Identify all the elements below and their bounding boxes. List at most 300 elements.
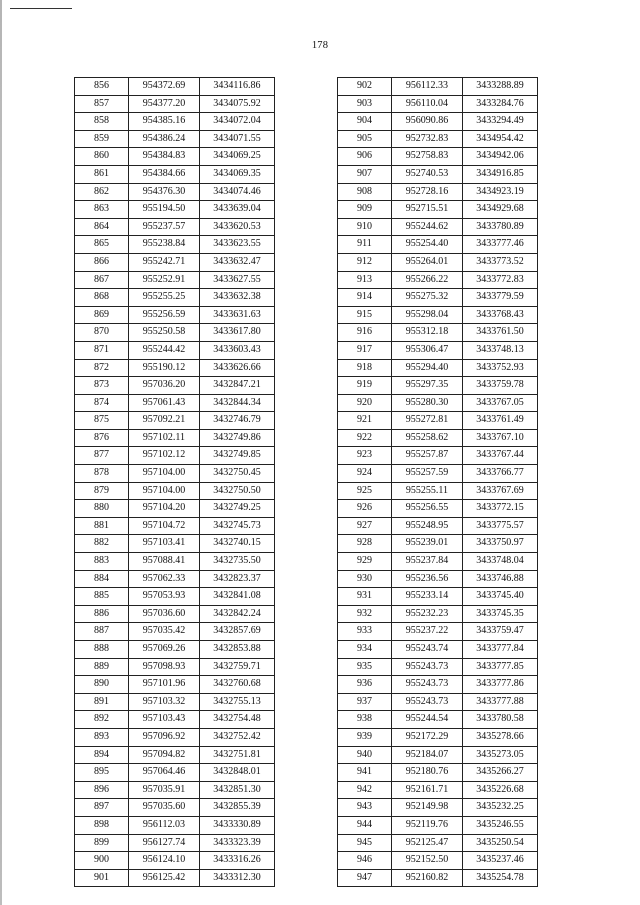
point-number-cell: 860 [75,148,129,166]
x-coordinate-cell: 955244.54 [392,711,463,729]
table-row [75,623,275,641]
y-coordinate-cell: 3433631.63 [200,306,275,324]
y-coordinate-cell: 3433627.55 [200,271,275,289]
table-row [338,517,538,535]
x-coordinate-cell: 957092.21 [129,412,200,430]
table-row [75,130,275,148]
table-row [75,377,275,395]
table-row [75,306,275,324]
x-coordinate-cell: 957094.82 [129,746,200,764]
point-number-cell: 921 [338,412,392,430]
x-coordinate-cell: 955232.23 [392,605,463,623]
x-coordinate-cell: 956090.86 [392,113,463,131]
x-coordinate-cell: 955306.47 [392,341,463,359]
table-row [338,553,538,571]
table-row [75,728,275,746]
table-row [75,500,275,518]
y-coordinate-cell: 3435237.46 [463,852,538,870]
point-number-cell: 869 [75,306,129,324]
x-coordinate-cell: 952119.76 [392,816,463,834]
x-coordinate-cell: 955257.59 [392,465,463,483]
table-row [75,236,275,254]
x-coordinate-cell: 952172.29 [392,728,463,746]
point-number-cell: 877 [75,447,129,465]
point-number-cell: 922 [338,429,392,447]
y-coordinate-cell: 3433780.58 [463,711,538,729]
point-number-cell: 908 [338,183,392,201]
point-number-cell: 936 [338,676,392,694]
point-number-cell: 927 [338,517,392,535]
y-coordinate-cell: 3432855.39 [200,799,275,817]
point-number-cell: 940 [338,746,392,764]
point-number-cell: 925 [338,482,392,500]
x-coordinate-cell: 957061.43 [129,394,200,412]
x-coordinate-cell: 954372.69 [129,78,200,96]
x-coordinate-cell: 957096.92 [129,728,200,746]
x-coordinate-cell: 955264.01 [392,253,463,271]
point-number-cell: 941 [338,764,392,782]
x-coordinate-cell: 957064.46 [129,764,200,782]
table-row [75,341,275,359]
point-number-cell: 859 [75,130,129,148]
table-row [75,113,275,131]
x-coordinate-cell: 952160.82 [392,869,463,887]
table-row [338,500,538,518]
y-coordinate-cell: 3433312.30 [200,869,275,887]
point-number-cell: 864 [75,218,129,236]
y-coordinate-cell: 3433780.89 [463,218,538,236]
y-coordinate-cell: 3432752.42 [200,728,275,746]
point-number-cell: 914 [338,289,392,307]
y-coordinate-cell: 3432749.85 [200,447,275,465]
point-number-cell: 923 [338,447,392,465]
x-coordinate-cell: 957103.43 [129,711,200,729]
table-row [338,711,538,729]
x-coordinate-cell: 955312.18 [392,324,463,342]
point-number-cell: 910 [338,218,392,236]
point-number-cell: 898 [75,816,129,834]
y-coordinate-cell: 3434954.42 [463,130,538,148]
y-coordinate-cell: 3432844.34 [200,394,275,412]
table-row [338,306,538,324]
table-row [75,781,275,799]
y-coordinate-cell: 3433777.84 [463,641,538,659]
y-coordinate-cell: 3432750.50 [200,482,275,500]
table-row [338,641,538,659]
y-coordinate-cell: 3432746.79 [200,412,275,430]
y-coordinate-cell: 3432735.50 [200,553,275,571]
y-coordinate-cell: 3433745.40 [463,588,538,606]
y-coordinate-cell: 3435246.55 [463,816,538,834]
x-coordinate-cell: 955239.01 [392,535,463,553]
x-coordinate-cell: 955294.40 [392,359,463,377]
header-rule [10,8,72,9]
y-coordinate-cell: 3432755.13 [200,693,275,711]
y-coordinate-cell: 3433620.53 [200,218,275,236]
y-coordinate-cell: 3433767.10 [463,429,538,447]
point-number-cell: 942 [338,781,392,799]
point-number-cell: 871 [75,341,129,359]
x-coordinate-cell: 957098.93 [129,658,200,676]
point-number-cell: 897 [75,799,129,817]
y-coordinate-cell: 3434069.35 [200,165,275,183]
x-coordinate-cell: 954384.66 [129,165,200,183]
y-coordinate-cell: 3433330.89 [200,816,275,834]
y-coordinate-cell: 3435232.25 [463,799,538,817]
y-coordinate-cell: 3433767.05 [463,394,538,412]
coordinate-table-left [74,77,275,887]
y-coordinate-cell: 3434074.46 [200,183,275,201]
point-number-cell: 905 [338,130,392,148]
point-number-cell: 875 [75,412,129,430]
point-number-cell: 919 [338,377,392,395]
point-number-cell: 918 [338,359,392,377]
point-number-cell: 896 [75,781,129,799]
x-coordinate-cell: 955243.73 [392,676,463,694]
x-coordinate-cell: 952161.71 [392,781,463,799]
table-row [75,764,275,782]
point-number-cell: 946 [338,852,392,870]
coordinate-table-right [337,77,538,887]
table-row [75,869,275,887]
point-number-cell: 865 [75,236,129,254]
x-coordinate-cell: 954376.30 [129,183,200,201]
x-coordinate-cell: 956112.33 [392,78,463,96]
table-row [338,253,538,271]
y-coordinate-cell: 3433777.46 [463,236,538,254]
table-row [75,218,275,236]
x-coordinate-cell: 955244.42 [129,341,200,359]
x-coordinate-cell: 955280.30 [392,394,463,412]
x-coordinate-cell: 957035.91 [129,781,200,799]
x-coordinate-cell: 955255.11 [392,482,463,500]
table-row [338,130,538,148]
point-number-cell: 934 [338,641,392,659]
point-number-cell: 912 [338,253,392,271]
x-coordinate-cell: 955250.58 [129,324,200,342]
point-number-cell: 858 [75,113,129,131]
table-row [338,676,538,694]
table-row [75,95,275,113]
table-row [75,289,275,307]
table-row [75,201,275,219]
point-number-cell: 943 [338,799,392,817]
x-coordinate-cell: 955275.32 [392,289,463,307]
y-coordinate-cell: 3433752.93 [463,359,538,377]
point-number-cell: 862 [75,183,129,201]
table-row [75,799,275,817]
point-number-cell: 887 [75,623,129,641]
y-coordinate-cell: 3433617.80 [200,324,275,342]
table-row [75,412,275,430]
y-coordinate-cell: 3432740.15 [200,535,275,553]
x-coordinate-cell: 955257.87 [392,447,463,465]
x-coordinate-cell: 952152.50 [392,852,463,870]
x-coordinate-cell: 952758.83 [392,148,463,166]
point-number-cell: 861 [75,165,129,183]
y-coordinate-cell: 3433632.47 [200,253,275,271]
table-row [75,605,275,623]
x-coordinate-cell: 957103.32 [129,693,200,711]
point-number-cell: 916 [338,324,392,342]
y-coordinate-cell: 3432751.81 [200,746,275,764]
point-number-cell: 884 [75,570,129,588]
table-row [338,218,538,236]
point-number-cell: 904 [338,113,392,131]
y-coordinate-cell: 3432848.01 [200,764,275,782]
table-row [75,359,275,377]
table-row [338,236,538,254]
y-coordinate-cell: 3435254.78 [463,869,538,887]
x-coordinate-cell: 955297.35 [392,377,463,395]
table-row [338,165,538,183]
x-coordinate-cell: 957062.33 [129,570,200,588]
y-coordinate-cell: 3433777.86 [463,676,538,694]
table-row [338,359,538,377]
y-coordinate-cell: 3433316.26 [200,852,275,870]
x-coordinate-cell: 952125.47 [392,834,463,852]
point-number-cell: 903 [338,95,392,113]
y-coordinate-cell: 3434072.04 [200,113,275,131]
point-number-cell: 867 [75,271,129,289]
x-coordinate-cell: 957104.00 [129,482,200,500]
x-coordinate-cell: 957035.42 [129,623,200,641]
x-coordinate-cell: 952149.98 [392,799,463,817]
point-number-cell: 856 [75,78,129,96]
table-row [338,746,538,764]
table-row [75,676,275,694]
table-row [75,658,275,676]
table-row [75,447,275,465]
point-number-cell: 933 [338,623,392,641]
y-coordinate-cell: 3434069.25 [200,148,275,166]
point-number-cell: 906 [338,148,392,166]
table-row [75,641,275,659]
y-coordinate-cell: 3432745.73 [200,517,275,535]
point-number-cell: 924 [338,465,392,483]
page-number: 178 [311,40,329,51]
y-coordinate-cell: 3433632.38 [200,289,275,307]
point-number-cell: 939 [338,728,392,746]
x-coordinate-cell: 952715.51 [392,201,463,219]
point-number-cell: 938 [338,711,392,729]
point-number-cell: 882 [75,535,129,553]
point-number-cell: 913 [338,271,392,289]
table-row [338,394,538,412]
point-number-cell: 915 [338,306,392,324]
y-coordinate-cell: 3432749.25 [200,500,275,518]
x-coordinate-cell: 955255.25 [129,289,200,307]
x-coordinate-cell: 954377.20 [129,95,200,113]
table-row [338,799,538,817]
x-coordinate-cell: 956127.74 [129,834,200,852]
table-row [75,834,275,852]
point-number-cell: 930 [338,570,392,588]
x-coordinate-cell: 952740.53 [392,165,463,183]
table-row [75,148,275,166]
table-row [75,693,275,711]
point-number-cell: 931 [338,588,392,606]
y-coordinate-cell: 3434075.92 [200,95,275,113]
x-coordinate-cell: 957036.20 [129,377,200,395]
point-number-cell: 895 [75,764,129,782]
y-coordinate-cell: 3433759.47 [463,623,538,641]
x-coordinate-cell: 956110.04 [392,95,463,113]
point-number-cell: 881 [75,517,129,535]
point-number-cell: 885 [75,588,129,606]
point-number-cell: 909 [338,201,392,219]
table-row [75,482,275,500]
y-coordinate-cell: 3433775.57 [463,517,538,535]
table-row [338,271,538,289]
x-coordinate-cell: 955243.73 [392,658,463,676]
table-row [338,728,538,746]
x-coordinate-cell: 955233.14 [392,588,463,606]
y-coordinate-cell: 3433777.88 [463,693,538,711]
x-coordinate-cell: 955248.95 [392,517,463,535]
point-number-cell: 945 [338,834,392,852]
x-coordinate-cell: 957088.41 [129,553,200,571]
point-number-cell: 876 [75,429,129,447]
x-coordinate-cell: 952732.83 [392,130,463,148]
y-coordinate-cell: 3432842.24 [200,605,275,623]
table-row [75,852,275,870]
y-coordinate-cell: 3432857.69 [200,623,275,641]
x-coordinate-cell: 957069.26 [129,641,200,659]
point-number-cell: 920 [338,394,392,412]
x-coordinate-cell: 955243.74 [392,641,463,659]
table-row [338,148,538,166]
y-coordinate-cell: 3433779.59 [463,289,538,307]
y-coordinate-cell: 3435226.68 [463,781,538,799]
table-row [338,78,538,96]
y-coordinate-cell: 3432853.88 [200,641,275,659]
point-number-cell: 868 [75,289,129,307]
point-number-cell: 890 [75,676,129,694]
x-coordinate-cell: 952728.16 [392,183,463,201]
table-row [75,429,275,447]
point-number-cell: 947 [338,869,392,887]
x-coordinate-cell: 957104.72 [129,517,200,535]
y-coordinate-cell: 3433745.35 [463,605,538,623]
x-coordinate-cell: 955238.84 [129,236,200,254]
x-coordinate-cell: 955194.50 [129,201,200,219]
y-coordinate-cell: 3433767.44 [463,447,538,465]
y-coordinate-cell: 3432841.08 [200,588,275,606]
x-coordinate-cell: 955272.81 [392,412,463,430]
table-row [75,165,275,183]
x-coordinate-cell: 955298.04 [392,306,463,324]
point-number-cell: 880 [75,500,129,518]
scan-edge-shadow [0,0,2,905]
x-coordinate-cell: 954386.24 [129,130,200,148]
table-row [75,711,275,729]
x-coordinate-cell: 955256.59 [129,306,200,324]
point-number-cell: 932 [338,605,392,623]
y-coordinate-cell: 3433759.78 [463,377,538,395]
point-number-cell: 900 [75,852,129,870]
x-coordinate-cell: 952184.07 [392,746,463,764]
x-coordinate-cell: 952180.76 [392,764,463,782]
x-coordinate-cell: 956125.42 [129,869,200,887]
y-coordinate-cell: 3432847.21 [200,377,275,395]
table-row [75,570,275,588]
x-coordinate-cell: 957103.41 [129,535,200,553]
table-row [75,394,275,412]
table-row [75,535,275,553]
table-row [338,816,538,834]
y-coordinate-cell: 3433746.88 [463,570,538,588]
table-row [75,588,275,606]
table-row [338,95,538,113]
y-coordinate-cell: 3433288.89 [463,78,538,96]
y-coordinate-cell: 3433766.77 [463,465,538,483]
table-row [338,377,538,395]
y-coordinate-cell: 3433623.55 [200,236,275,254]
x-coordinate-cell: 957036.60 [129,605,200,623]
table-row [338,852,538,870]
point-number-cell: 893 [75,728,129,746]
table-row [338,588,538,606]
y-coordinate-cell: 3433748.13 [463,341,538,359]
table-row [338,535,538,553]
point-number-cell: 911 [338,236,392,254]
y-coordinate-cell: 3434916.85 [463,165,538,183]
table-row [75,553,275,571]
table-row [338,570,538,588]
point-number-cell: 857 [75,95,129,113]
point-number-cell: 944 [338,816,392,834]
table-row [75,465,275,483]
point-number-cell: 907 [338,165,392,183]
table-row [75,271,275,289]
point-number-cell: 899 [75,834,129,852]
x-coordinate-cell: 957101.96 [129,676,200,694]
x-coordinate-cell: 955256.55 [392,500,463,518]
point-number-cell: 902 [338,78,392,96]
y-coordinate-cell: 3433777.85 [463,658,538,676]
x-coordinate-cell: 955237.57 [129,218,200,236]
y-coordinate-cell: 3434116.86 [200,78,275,96]
point-number-cell: 873 [75,377,129,395]
point-number-cell: 888 [75,641,129,659]
y-coordinate-cell: 3434071.55 [200,130,275,148]
point-number-cell: 935 [338,658,392,676]
table-row [338,183,538,201]
y-coordinate-cell: 3433284.76 [463,95,538,113]
y-coordinate-cell: 3435266.27 [463,764,538,782]
table-row [75,78,275,96]
y-coordinate-cell: 3432759.71 [200,658,275,676]
point-number-cell: 929 [338,553,392,571]
y-coordinate-cell: 3433748.04 [463,553,538,571]
point-number-cell: 863 [75,201,129,219]
y-coordinate-cell: 3433773.52 [463,253,538,271]
x-coordinate-cell: 955190.12 [129,359,200,377]
point-number-cell: 928 [338,535,392,553]
y-coordinate-cell: 3433639.04 [200,201,275,219]
x-coordinate-cell: 955252.91 [129,271,200,289]
table-row [338,834,538,852]
point-number-cell: 872 [75,359,129,377]
table-row [338,324,538,342]
x-coordinate-cell: 957102.12 [129,447,200,465]
table-row [338,289,538,307]
x-coordinate-cell: 955243.73 [392,693,463,711]
point-number-cell: 917 [338,341,392,359]
table-row [338,447,538,465]
y-coordinate-cell: 3433761.49 [463,412,538,430]
